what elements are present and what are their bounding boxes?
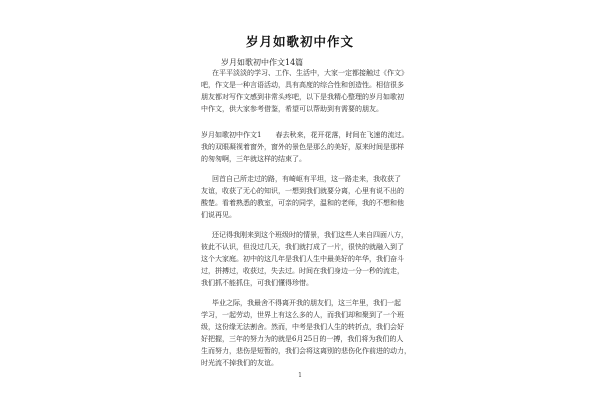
body-line: 们说再见。 <box>201 211 236 219</box>
body-line: 好把握，三年的努力为的就是6月25日的一搏，我们将为我们的人 <box>201 335 404 343</box>
body-line: 还记得我刚来到这个班级时的情景，我们这些人来自四面八方， <box>212 231 408 239</box>
body-line: 酸楚。看着熟悉的教室，可亲的同学，温和的老师，我的不想和他 <box>201 199 404 207</box>
body-line: 生而努力，悲伤是短暂的，我们会将这离别的悲伤化作前进的动力， <box>201 347 411 355</box>
body-line: 中作文，供大家参考借鉴，希望可以帮助到有需要的朋友。 <box>201 105 383 113</box>
body-line: 学习，一起劳动，世界上有这么多的人，而我们却和聚到了一个班 <box>201 311 404 319</box>
body-line: 我的双眼凝视着窗外，窗外的景色是那么的美好，原来时间是那样 <box>201 143 404 151</box>
body-line: 朋友都对写作文感到非常头疼吧，以下是我精心整理的岁月如歌初 <box>201 93 404 101</box>
body-line: 级，这份缘无法割舍。然而，中考是我们人生的转折点，我们会好 <box>201 323 404 331</box>
body-line: 的匆匆啊，三年就这样的结束了。 <box>201 155 306 163</box>
body-line: 时光流不掉我们的友谊。 <box>201 359 278 367</box>
body-line: 回首自己所走过的路，有崎岖有平坦，这一路走来，我收获了 <box>212 175 401 183</box>
body-line: 过，拼搏过，收获过，失去过。时间在我们身边一分一秒的流走， <box>201 267 404 275</box>
document-title: 岁月如歌初中作文 <box>245 34 354 49</box>
body-line: 这个大家庭。初中的这几年是我们人生中最美好的年华，我们奋斗 <box>201 255 404 263</box>
body-line: 毕业之际，我最舍不得离开我的朋友们，这三年里，我们一起 <box>212 299 401 307</box>
body-line: 吧，作文是一种言语活动，具有高度的综合性和创造性。相信很多 <box>201 81 404 89</box>
body-line: 友谊，收获了无心的知识，一想到我们就要分离，心里有说不出的 <box>201 187 404 195</box>
page-number: 1 <box>298 372 302 379</box>
body-line: 彼此不认识，但没过几天，我们就打成了一片，很快的就融入到了 <box>201 243 404 251</box>
body-line: 我们抓不能抓住，可我们懂得珍惜。 <box>201 279 313 287</box>
body-line: 在平平淡淡的学习、工作、生活中，大家一定都接触过《作文》 <box>212 69 408 77</box>
document-subheading: 岁月如歌初中作文14篇 <box>221 58 304 67</box>
body-line: 岁月如歌初中作文1 春去秋来，花开花落，时间在飞速的流过。 <box>201 131 409 139</box>
